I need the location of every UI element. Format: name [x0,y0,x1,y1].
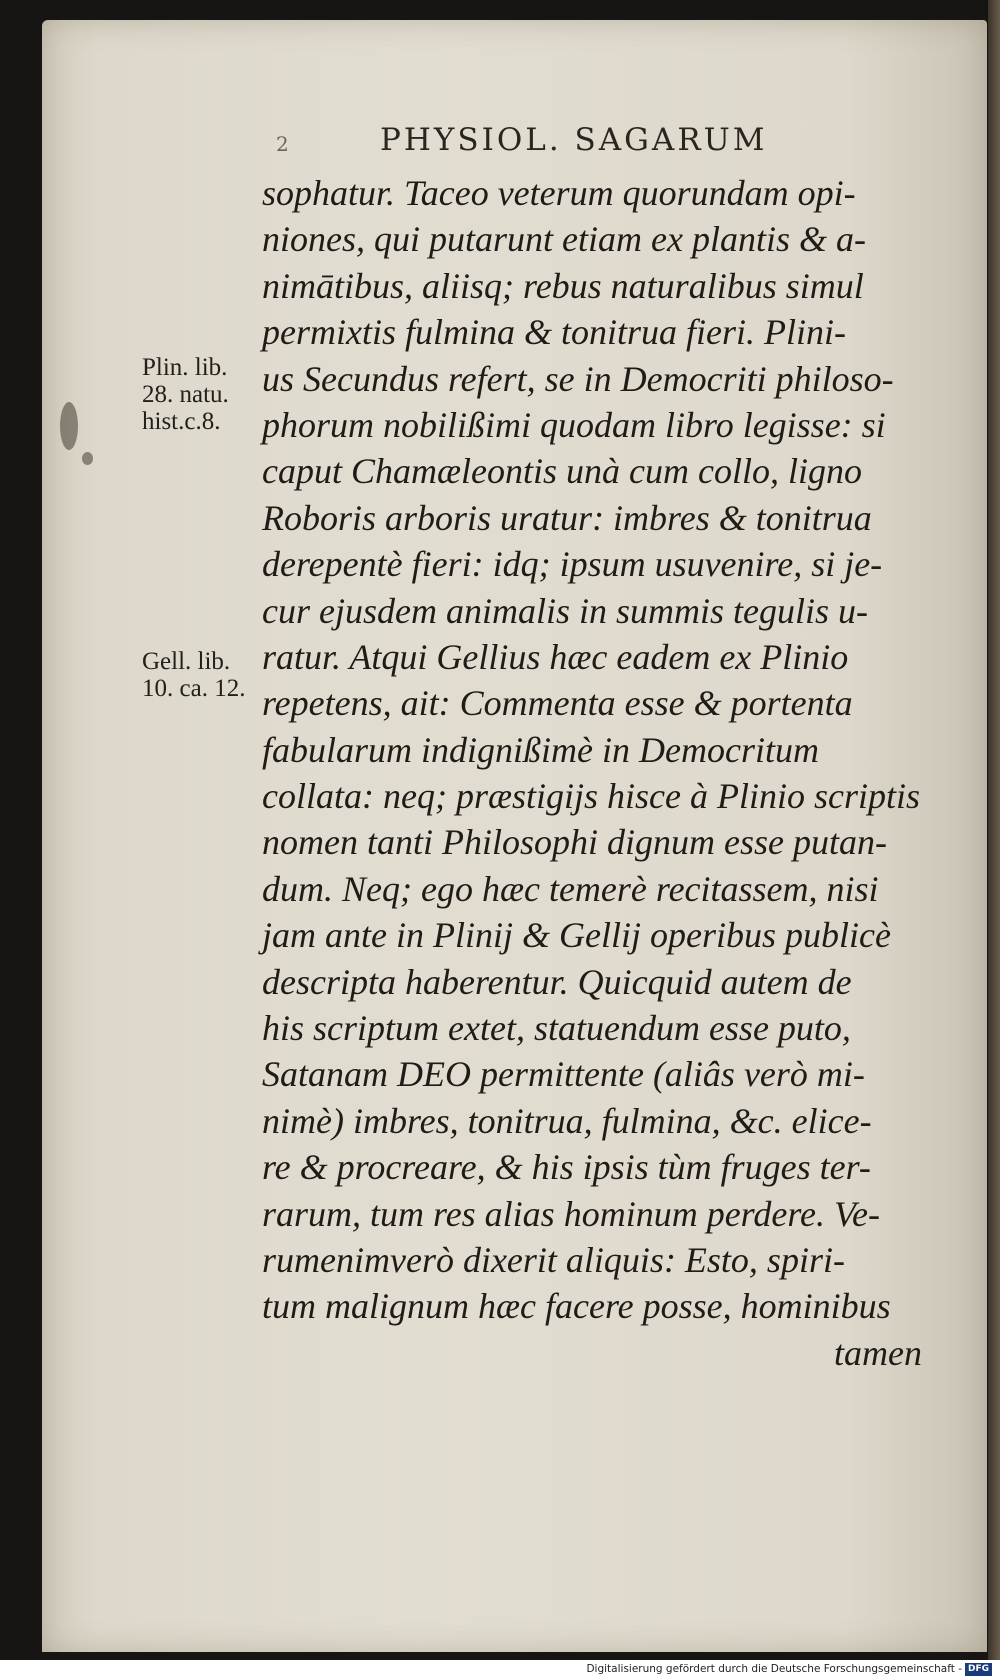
text-line: phorum nobilißimi quodam libro legisse: si [262,404,886,445]
text-line: niones, qui putarunt etiam ex plantis & a- [262,219,866,260]
page-mark: 2 [276,132,289,156]
text-line: repetens, ait: Commenta esse & portenta [262,683,853,724]
text-line: caput Chamæleontis unà cum collo, ligno [262,451,862,492]
digitization-credit [586,1662,992,1676]
text-line: tum malignum hæc facere posse, hominibus [262,1286,891,1327]
text-line: cur ejusdem animalis in summis tegulis u- [262,590,868,631]
marginal-note-gellius [142,648,245,702]
text-line: collata: neq; præstigijs hisce à Plinio scriptis [262,776,920,817]
text-line: rumenimverò dixerit aliquis: Esto, spiri- [262,1239,845,1280]
text-line: ratur. Atqui Gellius hæc eadem ex Plinio [262,636,849,677]
ink-stain [60,402,78,450]
text-line: nimè) imbres, tonitrua, fulmina, &c. elice- [262,1100,872,1141]
text-line: Satanam DEO permittente (aliâs verò mi- [262,1054,865,1095]
credit-text: Digitalisierung gefördert durch die Deutsche Forschungsgemeinschaft - [586,1663,962,1675]
ink-stain [82,452,93,465]
catchword: tamen [834,1332,922,1373]
text-line: his scriptum extet, statuendum esse puto, [262,1008,851,1049]
marginal-note-pliny [142,354,229,435]
marginal-note-line: Plin. lib. [142,354,228,381]
book-edge [988,0,1000,1660]
text-line: fabularum indignißimè in Democritum [262,729,819,770]
text-line: permixtis fulmina & tonitrua fieri. Plini- [262,312,846,353]
text-line: jam ante in Plinij & Gellij operibus publicè [262,915,891,956]
text-line: re & procreare, & his ipsis tùm fruges ter- [262,1147,871,1188]
marginal-note-line: 10. ca. 12. [142,675,246,702]
marginal-note-line: hist.c.8. [142,408,221,435]
marginal-note-line: 28. natu. [142,381,229,408]
body-text [262,170,922,1376]
text-line: us Secundus refert, se in Democriti philoso- [262,358,894,399]
text-line: sophatur. Taceo veterum quorundam opi- [262,173,856,213]
marginal-note-line: Gell. lib. [142,648,231,675]
text-line: rarum, tum res alias hominum perdere. Ve- [262,1193,880,1234]
text-line: descripta haberentur. Quicquid autem de [262,961,852,1002]
text-line: dum. Neq; ego hæc temerè recitassem, nisi [262,868,879,909]
text-line: derepentè fieri: idq; ipsum usuvenire, si je- [262,544,883,585]
book-page [42,20,987,1652]
text-line: nomen tanti Philosophi dignum esse putan- [262,822,887,863]
text-line: Roboris arboris uratur: imbres & tonitrua [262,497,872,538]
running-head: PHYSIOL. SAGARUM [380,122,768,158]
dfg-logo-icon: DFG [965,1663,992,1676]
text-line: nimātibus, aliisq; rebus naturalibus simul [262,265,864,306]
